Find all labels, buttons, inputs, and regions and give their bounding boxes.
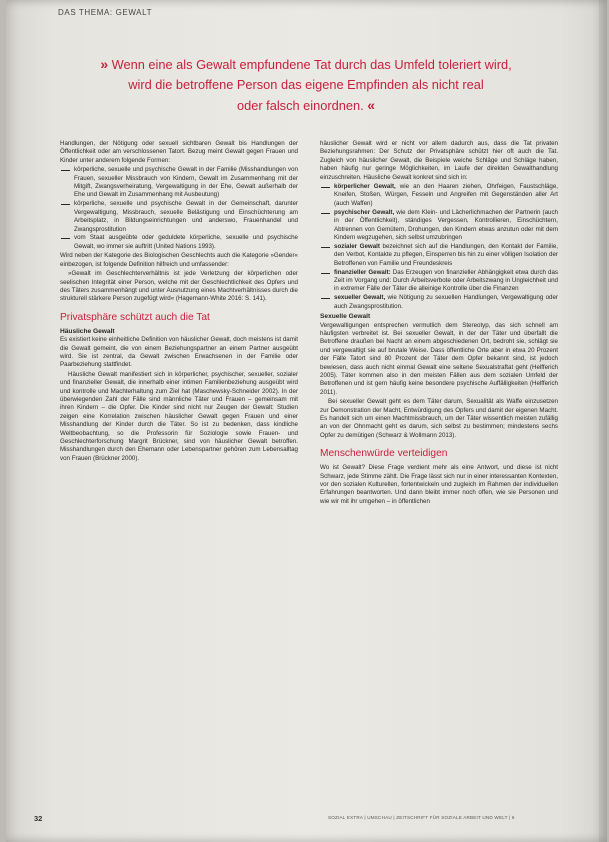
list-item-term: psychischer Gewalt, <box>334 208 395 216</box>
pull-quote-line-1: Wenn eine als Gewalt empfundene Tat durch das Umfeld toleriert wird, <box>111 57 512 72</box>
list-item: körperliche, sexuelle und psychische Gewalt in der Familie (Misshandlungen von Frauen, sexueller Missbrauch von Kindern, Gewalt im Zusammenhang mit der Mitgift, Zwangsverheiratung, Vergewaltigung in der Ehe, Gewalt außerhalb der Ehe und Gewalt im Zusammenhang mit Ausbeutung) <box>60 166 298 200</box>
pull-quote-open-mark: » <box>100 56 109 72</box>
pull-quote-line-2: wird die betroffene Person das eigene Empfinden als nicht real <box>128 77 484 92</box>
list-item: körperliche, sexuelle und psychische Gewalt in der Gemeinschaft, darunter Vergewaltigung, Missbrauch, sexuelle Belästigung und Einschüchterung am Arbeitsplatz, in Bildungseinrichtungen und anderswo, Frauenhandel und Zwangsprostitution <box>60 200 298 234</box>
list-item-term: sozialer Gewalt <box>334 242 380 250</box>
right-paragraph: Wo ist Gewalt? Diese Frage verdient mehr als eine Antwort, und diese ist nicht Schwarz, jede Stimme zählt. Die Frage lässt sich nur in einer interessanten Kontexten, vor den sozialen Kulturellen, fortentwickeln und zugleich im Rahmen der individuellen Erfahrungen beantworten. Und dann bleibt immer noch offen, wie sie Personen und wie wir mit ihr umgehen – in öffentlichen <box>320 464 558 505</box>
list-item <box>320 209 558 243</box>
right-paragraph: Bei sexueller Gewalt geht es dem Täter darum, Sexualität als Waffe einzusetzen zur Demonstration der Macht, Entwürdigung des Opfers und damit der eigenen Macht. Es handelt sich um einen Machtmissbrauch, um der Täter wissentlich meisten zufällig an von der Ohnmacht geht es darum, sich selbst zu bestimmen; mindestens sechs Opfer zu demütigen (Schwarz & Wollmann 2013). <box>320 398 558 439</box>
list-item-term: körperlicher Gewalt, <box>334 183 396 191</box>
right-column <box>320 140 558 507</box>
right-paragraph: häuslicher Gewalt wird er nicht vor allem dadurch aus, dass die Tat privaten Beziehungsrahmen: Der Schutz der Privatsphäre schützt hier oft auch die Tat. Zugleich von häuslicher Gewalt, die Beispiele weiche Schläge und Schläge haben, haben häufig nur geringe Möglichkeiten, im Laufe der direkten Gewalthandlung einzuschreiten. Häusliche Gewalt konkret sind sich in: <box>320 140 558 181</box>
page-number: 32 <box>34 814 43 823</box>
list-item-text: bezeichnet sich auf die Handlungen, den Kontakt der Familie, den Verbot, Kontakte zu pflegen, Einsperren bis hin zu einer völligen Isolation der Betroffenen von Familie und Freundeskreis <box>334 242 558 267</box>
list-item <box>320 243 558 268</box>
list-item <box>320 269 558 294</box>
list-item-text: Das Erzeugen von finanzieller Abhängigkeit etwa durch das Zeit im Vorgang und: Durch Arbeitsverbote oder Arbeitszwang in Ungleichheit und in extremer Fälle der Täter die alleinige Kontrolle über die Finanzen <box>334 268 559 293</box>
list-item-text: wie an den Haaren ziehen, Ohrfeigen, Faustschläge, Kneifen, Stoßen, Würgen, Fesseln und Angreifen mit Gegenständen aller Art (auch Waffen) <box>334 183 558 207</box>
left-paragraph: Wird neben der Kategorie des Biologischen Geschlechts auch die Kategorie »Gender« einbezogen, ist folgende Definition hilfreich und umfassender: <box>60 252 298 268</box>
left-intro-paragraph: Handlungen, der Nötigung oder sexuell sichtbaren Gewalt bis Handlungen der Öffentlichkeit oder am verschlossenen Tatort. Bezug meint Gewalt gegen Frauen und Kinder unter anderem folgende Formen: <box>60 140 298 164</box>
pull-quote-close-mark: « <box>367 97 375 113</box>
page-gutter-shadow <box>599 0 607 842</box>
list-item-term: finanzieller Gewalt: <box>334 268 391 276</box>
left-column <box>60 140 298 464</box>
list-item-term: sexueller Gewalt, <box>334 294 386 302</box>
pull-quote-line-3: oder falsch einordnen. <box>237 98 364 113</box>
left-paragraph: Es existiert keine einheitliche Definition von häuslicher Gewalt, doch meistens ist damit die Gewalt gemeint, die von einem Beziehungspartner an einem Partner ausgeübt wird. Sie ist zentral, da Gewalt zwischen Erwachsenen in der Familie oder Paarbeziehung stattfindet. <box>60 336 298 369</box>
subsection-heading: Häusliche Gewalt <box>60 327 115 335</box>
section-kicker: DAS THEMA: GEWALT <box>58 8 153 17</box>
left-paragraph: »Gewalt im Geschlechterverhältnis ist jede Verletzung der körperlichen oder seelischen Integrität einer Person, welche mit der Geschlechtlichkeit des Opfers und des Täters zusammenhängt und unter Ausnutzung eines Machtverhältnisses durch die strukturell stärkere Person zugefügt wird« (Hagemann-White 2016: S. 141). <box>60 270 298 303</box>
list-item: vom Staat ausgeübte oder geduldete körperliche, sexuelle und psychische Gewalt, wo immer sie auftritt (United Nations 1993). <box>60 234 298 251</box>
list-item-text: wie dem Klein- und Lächerlichmachen der Partnerin (auch in der Öffentlichkeit), ständiges Vergessen, Kontrollieren, Einschüchtern, Abtrennen von Gemütern, Drohungen, den Kindern etwas anzutun oder mit dem Kindern wegzugehen, sich selbst umzubringen <box>334 208 558 241</box>
document-page <box>6 0 607 842</box>
pull-quote <box>66 54 546 116</box>
section-heading: Privatsphäre schützt auch die Tat <box>60 311 210 323</box>
left-paragraph: Häusliche Gewalt manifestiert sich in körperlicher, psychischer, sexueller, sozialer und finanzieller Gewalt, die innerhalb einer intimen Familienbeziehung ausgeübt wird und kontrolle und Machterhaltung zum Ziel hat (Maschewsky-Schneider 2002). In der überwiegenden Zahl der Fälle sind männliche Täter und Frauen – gemeinsam mit ihren Kindern – die Opfer. Die Kinder sind nicht nur Zeugen der Gewalt: Studien zeigen eine Korrelation zwischen häuslicher Gewalt gegen Frauen und einer Misshandlung der Kinder durch die Täter. So ist zu bedenken, dass kindliche Weltbeobachtung, so die Professorin für Soziologie sowie Frauen- und Geschlechterforschung Margrit Brückner, sind von häuslicher Gewalt betroffen. Misshandlungen durch den Ehemann oder Lebenspartner gehören zum Lebensalltag von Frauen (Brückner 2000). <box>60 370 298 462</box>
right-forms-list <box>320 183 558 311</box>
list-item <box>320 294 558 311</box>
publication-footer: SOZIAL EXTRA | UMSCHAU | ZEITSCHRIFT FÜR SOZIALE ARBEIT UND WELT | 6 <box>328 815 515 820</box>
left-definition-list <box>60 166 298 251</box>
section-heading: Menschenwürde verteidigen <box>320 448 448 460</box>
list-item <box>320 183 558 208</box>
subsection-heading: Sexuelle Gewalt <box>320 313 371 321</box>
list-item-text: wie Nötigung zu sexuellen Handlungen, Vergewaltigung oder auch Zwangsprostitution. <box>334 294 558 310</box>
right-paragraph: Vergewaltigungen entsprechen vermutlich dem Stereotyp, das sich schnell am häufigsten verbreitet ist. Bei sexueller Gewalt, in der der Täter und überfallt die Betroffene draußen bei Nacht an einem abgeschiedenen Ort, bedroht sie, schlägt sie und vergewaltigt sie auf brutale Weise. Dass öffentliche Orte aber in etwa 20 Prozent der Fälle Tatort sind 80 Prozent der Täter dem Opfer bekannt sind, ist jedoch bewiesen, dass auch nicht einmal Gewalt eine seltene Sexualstraftat geht (Helfferich 2005). Täter kommen also in den meisten Fällen aus dem sozialen Umfeld der Betroffenen und ist gern häufig keine besondere psychische Auffälligkeiten (Helfferich 2011). <box>320 321 558 396</box>
